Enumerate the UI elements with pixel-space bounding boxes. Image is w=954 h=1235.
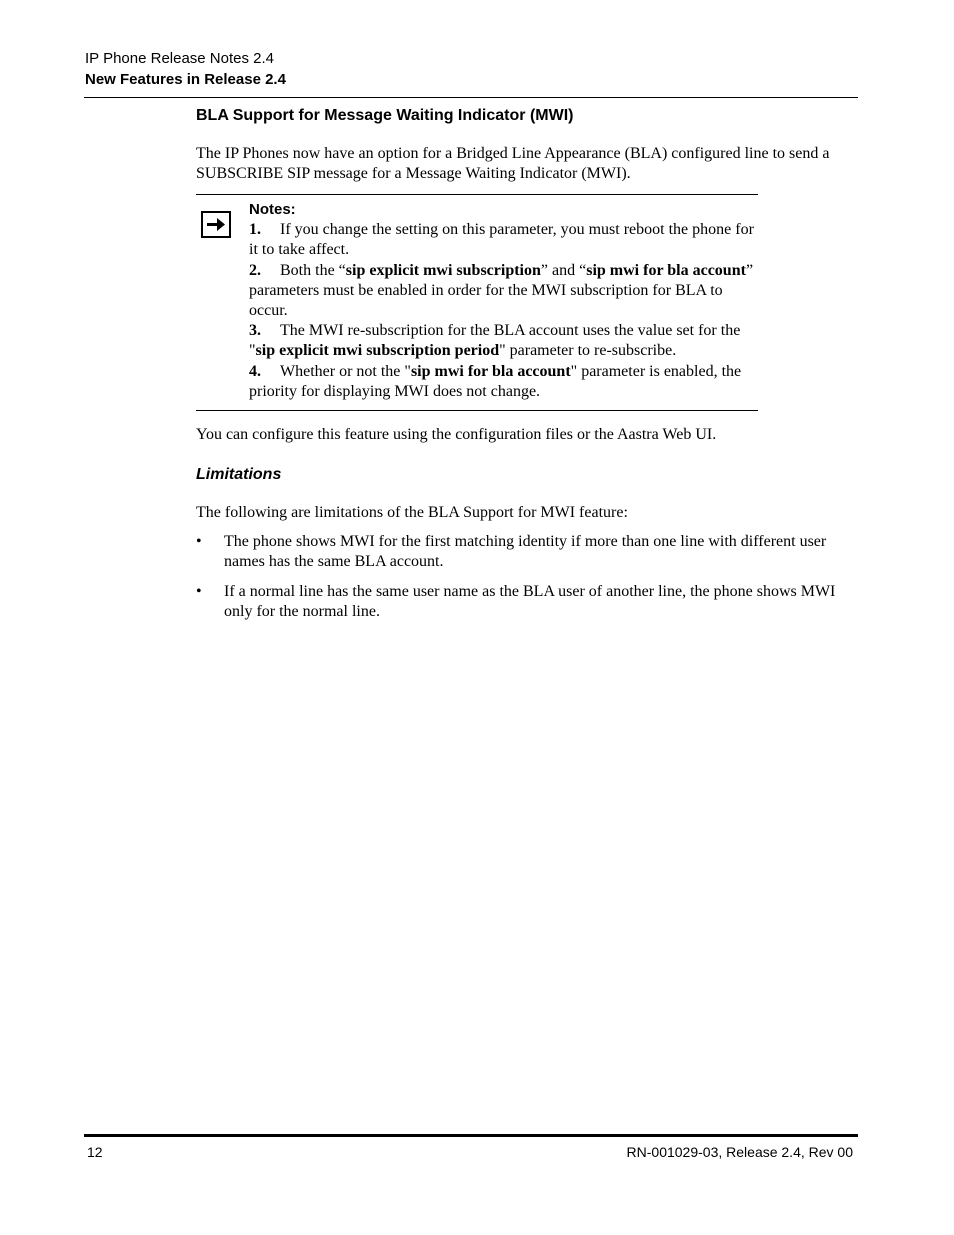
note-item: [249, 220, 764, 260]
parameter-name: sip mwi for bla account: [410, 362, 571, 380]
config-paragraph: You can configure this feature using the configuration files or the Aastra Web UI.: [196, 426, 717, 443]
note-text: ” parameters must be enabled in order for the MWI subscription for BLA to occur.: [249, 261, 754, 320]
note-top-rule: [196, 194, 758, 195]
note-text: The MWI re-subscription for the BLA account uses the value set for the ": [249, 322, 741, 360]
note-text: " parameter to re-subscribe.: [499, 342, 677, 360]
running-header-section: New Features in Release 2.4: [85, 71, 286, 88]
note-number: 4.: [249, 362, 261, 380]
footer-rule: [84, 1134, 858, 1137]
bullet-icon: •: [196, 533, 202, 550]
bullet-text: The phone shows MWI for the first matching identity if more than one line with different user names has the same BLA account.: [224, 533, 827, 570]
note-number: 3.: [249, 322, 261, 340]
notes-box: [249, 200, 764, 402]
section-title: BLA Support for Message Waiting Indicator (MWI): [196, 107, 574, 124]
note-item: [249, 321, 764, 361]
notes-list: [249, 220, 764, 402]
note-item: [249, 362, 764, 402]
arrow-right-icon: [201, 211, 231, 238]
bullet-text: If a normal line has the same user name as the BLA user of another line, the phone shows MWI only for the normal line.: [224, 583, 836, 620]
note-text: ” and “: [540, 261, 587, 279]
note-number: 1.: [249, 221, 261, 239]
parameter-name: sip explicit mwi subscription period: [255, 342, 500, 360]
parameter-name: sip explicit mwi subscription: [345, 261, 541, 279]
page-number: 12: [87, 1144, 103, 1160]
header-rule: [84, 97, 858, 98]
parameter-name: sip mwi for bla account: [586, 261, 746, 279]
bullet-icon: •: [196, 583, 202, 600]
document-id: RN-001029-03, Release 2.4, Rev 00: [626, 1144, 853, 1160]
note-text: Whether or not the ": [280, 362, 411, 380]
intro-paragraph: The IP Phones now have an option for a Bridged Line Appearance (BLA) configured line to send a SUBSCRIBE SIP message for a Message Waiting Indicator (MWI).: [196, 145, 830, 182]
note-bottom-rule: [196, 410, 758, 411]
notes-heading: Notes:: [249, 201, 296, 218]
note-item: [249, 261, 764, 322]
note-number: 2.: [249, 261, 261, 279]
note-text: If you change the setting on this parameter, you must reboot the phone for it to take affect.: [249, 221, 754, 259]
limitations-title: Limitations: [196, 466, 282, 483]
note-text: Both the “: [280, 261, 346, 279]
running-header-title: IP Phone Release Notes 2.4: [85, 50, 275, 67]
note-text: " parameter is enabled, the priority for displaying MWI does not change.: [249, 362, 742, 400]
limitations-intro: The following are limitations of the BLA Support for MWI feature:: [196, 504, 628, 521]
